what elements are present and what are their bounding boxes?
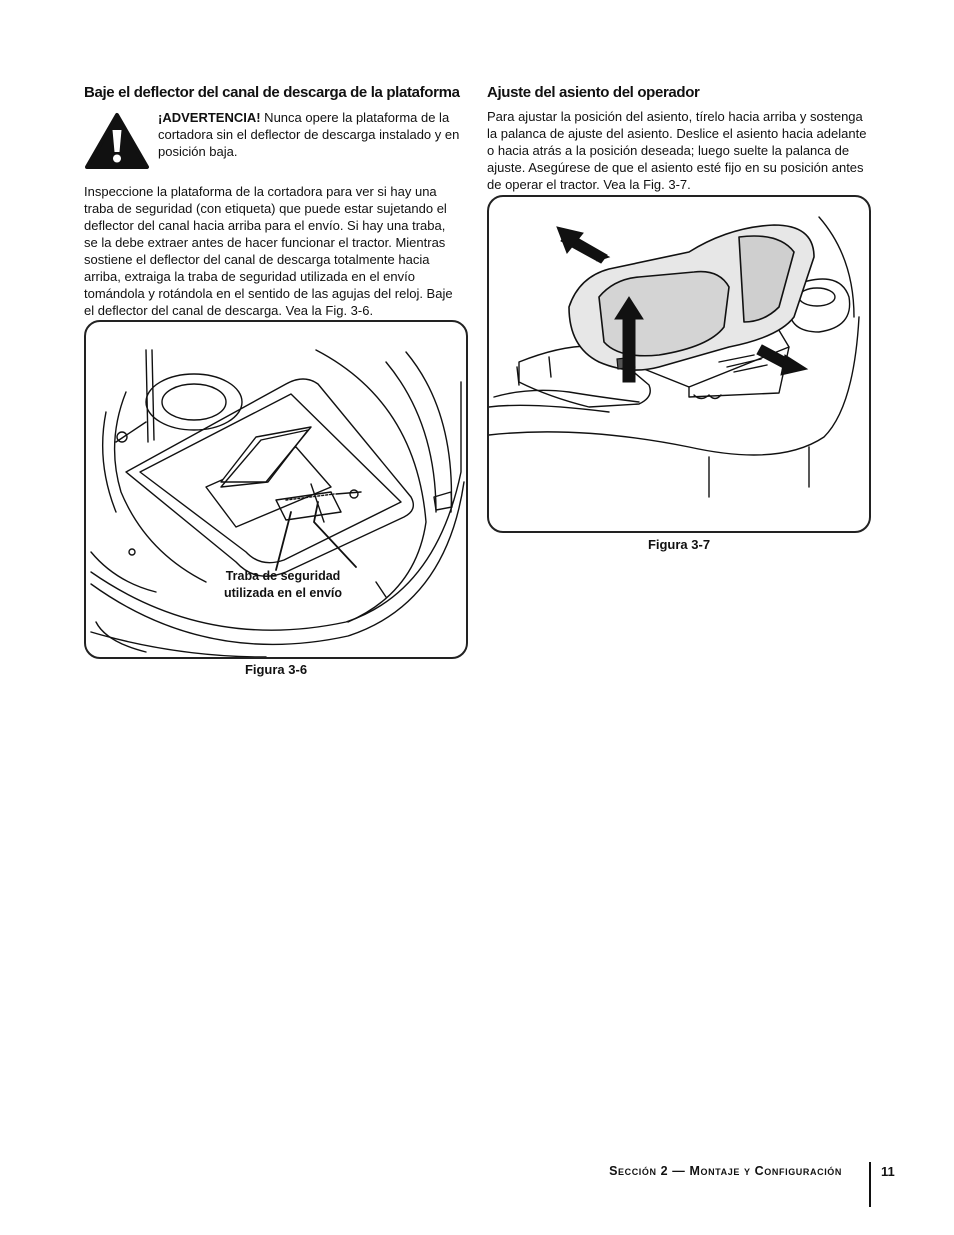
left-section-heading: Baje el deflector del canal de descarga de la plataforma <box>84 84 460 101</box>
footer-section-title: Sección 2 — Montaje y Configuración <box>609 1164 842 1178</box>
page-number: 11 <box>881 1164 895 1179</box>
figure-3-7-illustration <box>487 195 871 533</box>
operator-seat-drawing <box>489 197 869 531</box>
figure-3-6-callout: Traba de seguridad utilizada en el envío <box>223 569 343 600</box>
left-body-paragraph: Inspeccione la plataforma de la cortadora para ver si hay una traba de seguridad (con etiqueta) que puede estar sujetando el deflector del canal hacia arriba para el envío. Si hay una traba, se la debe extraer antes de hacer funcionar el tractor. Mientras sostiene el deflector del canal de descarga totalmente hacia arriba, extraiga la traba de seguridad utilizada en el envío tomándola y rotándola en el sentido de las agujas del reloj. Baje el deflector del canal de descarga. Vea la Fig. 3-6. <box>84 184 453 318</box>
warning-text: Nunca opere la plataforma de la cortadora sin el deflector de descarga instalado y en posición baja. <box>158 110 460 159</box>
footer-divider <box>869 1162 871 1207</box>
warning-message <box>158 109 470 160</box>
figure-3-6-caption: Figura 3-6 <box>244 662 308 677</box>
figure-3-7-caption: Figura 3-7 <box>647 537 711 552</box>
mower-deck-chute-drawing <box>86 322 466 657</box>
right-section-heading: Ajuste del asiento del operador <box>487 84 700 101</box>
warning-label: ¡ADVERTENCIA! <box>158 110 261 125</box>
warning-exclamation-triangle-icon <box>84 112 150 170</box>
figure-3-6-illustration <box>84 320 468 659</box>
right-body-paragraph: Para ajustar la posición del asiento, tírelo hacia arriba y sostenga la palanca de ajuste del asiento. Deslice el asiento hacia adelante o hacia atrás a la posición deseada; luego suelte la palanca de ajuste. Asegúrese de que el asiento esté fijo en su posición antes de operar el tractor. Vea la Fig. 3-7. <box>487 109 867 192</box>
